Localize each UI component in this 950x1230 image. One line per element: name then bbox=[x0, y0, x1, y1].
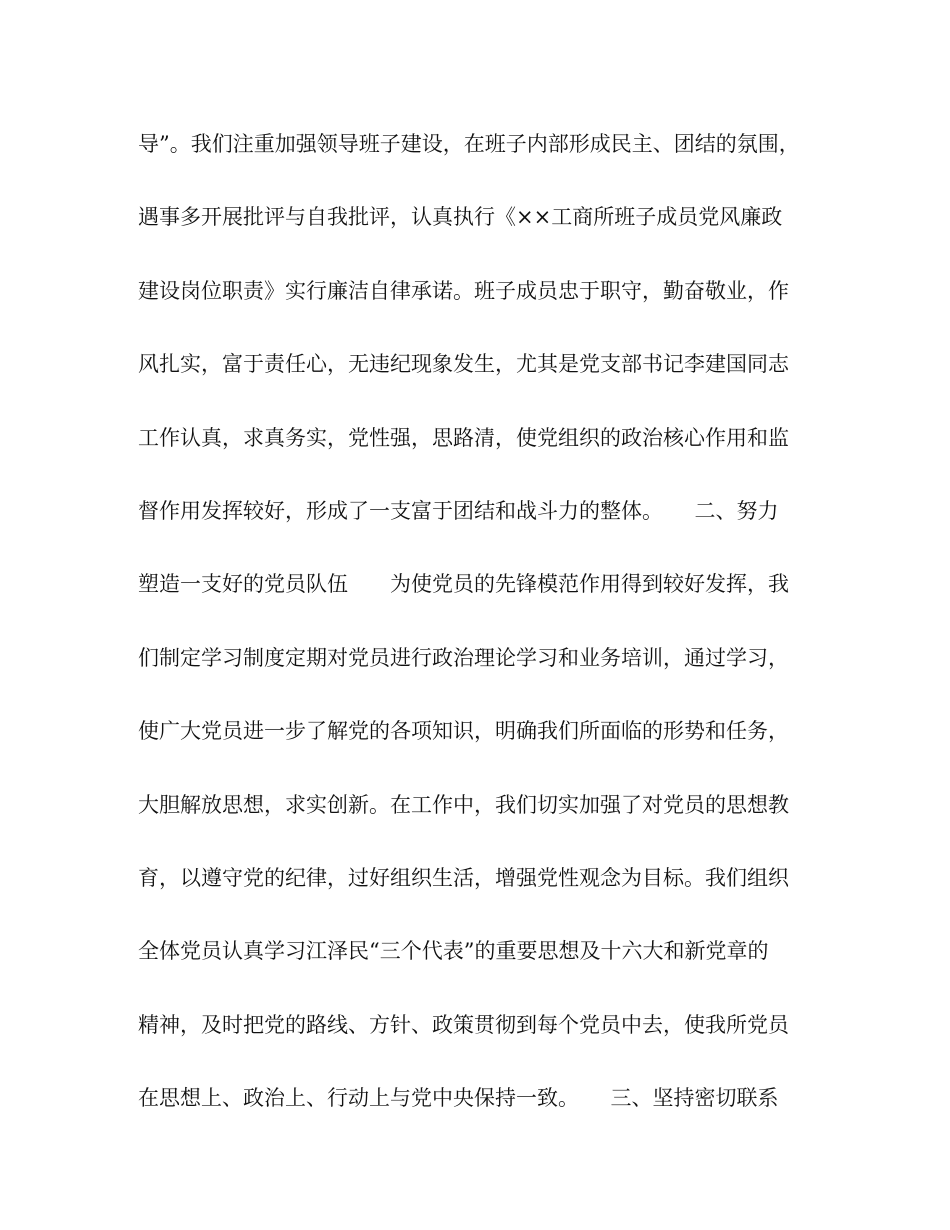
text-line: 使广大党员进一步了解党的各项知识，明确我们所面临的形势和任务， bbox=[138, 719, 789, 744]
text-line: 遇事多开展批评与自我批评，认真执行《××工商所班子成员党风廉政 bbox=[138, 205, 783, 230]
text-line: 建设岗位职责》实行廉洁自律承诺。班子成员忠于职守，勤奋敬业，作 bbox=[138, 278, 789, 303]
text-line: 导”。我们注重加强领导班子建设，在班子内部形成民主、团结的氛围， bbox=[138, 132, 800, 156]
body-text bbox=[138, 124, 828, 1151]
text-line: 大胆解放思想，求实创新。在工作中，我们切实加强了对党员的思想教 bbox=[138, 792, 789, 817]
text-line: 育，以遵守党的纪律，过好组织生活，增强党性观念为目标。我们组织 bbox=[138, 865, 789, 890]
text-line: 精神，及时把党的路线、方针、政策贯彻到每个党员中去，使我所党员 bbox=[138, 1012, 789, 1037]
text-line: 工作认真，求真务实，党性强，思路清，使党组织的政治核心作用和监 bbox=[138, 425, 789, 450]
text-line: 在思想上、政治上、行动上与党中央保持一致。 三、坚持密切联系 bbox=[138, 1086, 779, 1111]
text-line: 们制定学习制度定期对党员进行政治理论学习和业务培训，通过学习， bbox=[138, 645, 789, 670]
text-line: 塑造一支好的党员队伍 为使党员的先锋模范作用得到较好发挥，我 bbox=[138, 572, 789, 597]
text-line: 风扎实，富于责任心，无违纪现象发生，尤其是党支部书记李建国同志 bbox=[138, 352, 789, 377]
text-line: 督作用发挥较好，形成了一支富于团结和战斗力的整体。 二、努力 bbox=[138, 498, 779, 523]
text-line: 全体党员认真学习江泽民“三个代表”的重要思想及十六大和新党章的 bbox=[138, 939, 769, 964]
